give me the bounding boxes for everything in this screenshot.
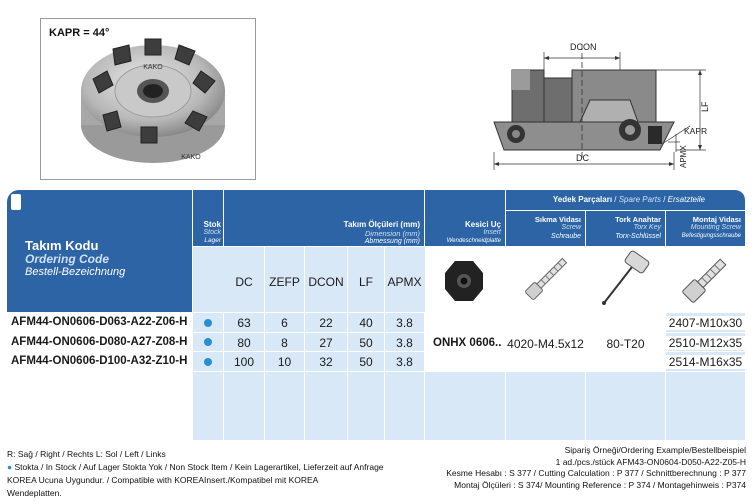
mounting-screw-header — [666, 211, 745, 246]
insert-code-cell — [425, 313, 505, 371]
screw-de: Schraube — [551, 233, 581, 240]
row-zefp: 8 — [281, 336, 288, 350]
product-photo-frame — [40, 18, 256, 180]
insert-code: ONHX 0606.. — [433, 337, 502, 349]
spare-tr: Yedek Parçaları — [552, 195, 613, 204]
tab-marker — [11, 194, 21, 210]
col-dc: DC — [235, 275, 253, 289]
screw-code: 4020-M4.5x12 — [507, 337, 584, 351]
dcon-label: DCON — [570, 42, 597, 52]
order-code-en: Ordering Code — [25, 252, 110, 266]
stock-header — [193, 190, 223, 246]
row-lf: 50 — [359, 355, 373, 369]
cutting-calc: Kesme Hesabı : S 377 / Cutting Calculation : P 377 / Schnittberechnung : P 377 — [446, 468, 746, 478]
kapr-label: KAPR = 44° — [49, 27, 110, 39]
spare-parts-header — [506, 190, 745, 210]
spare-parts-title: Yedek Parçaları / Spare Parts / Ersatzteile — [552, 195, 705, 204]
mounting-screw-icon — [666, 247, 745, 312]
cutter-drawing — [480, 30, 720, 180]
row-zefp: 6 — [281, 316, 288, 330]
stock-de: Lager — [204, 237, 221, 244]
in-stock-legend-icon: ● — [7, 462, 13, 472]
row-mount: 2407-M10x30 — [666, 316, 745, 330]
dim-en: Dimension (mm) — [364, 229, 420, 238]
key-en: Torx Key — [633, 224, 661, 231]
in-stock-dot — [204, 338, 212, 346]
dim-de: Abmessung (mm) — [364, 238, 420, 245]
apmx-label: APMX — [679, 145, 688, 168]
lf-label: LF — [700, 101, 710, 112]
footer-line2: ● Stokta / In Stock / Auf Lager Stokta Yok / Non Stock Item / Kein Lagerartikel, Lieferzeit auf Anfrage — [7, 462, 384, 472]
example-line: 1 ad./pcs./stück AFM43-ON0604-D050-A22-Z05-H — [555, 456, 746, 467]
screw-en: Screw — [561, 224, 581, 231]
row-apmx: 3.8 — [396, 355, 413, 369]
ordering-code-header — [7, 190, 192, 312]
row-dcon: 32 — [319, 355, 333, 369]
in-stock-dot — [204, 358, 212, 366]
insert-de: Wendeschneidplatte — [446, 238, 501, 244]
row-dc: 100 — [233, 355, 255, 369]
row-apmx: 3.8 — [396, 316, 413, 330]
order-code-de: Bestell-Bezeichnung — [25, 266, 126, 278]
mscrew-en: Mounting Screw — [690, 224, 741, 231]
key-tr: Tork Anahtar — [615, 215, 661, 224]
col-dcon: DCON — [308, 275, 344, 289]
row-lf: 50 — [359, 336, 373, 350]
screw-tr: Sıkma Vidası — [534, 215, 581, 224]
dim-tr: Takım Ölçüleri (mm) — [343, 220, 420, 229]
row-dc: 63 — [237, 316, 251, 330]
screw-image-cell — [506, 247, 585, 312]
footer-notes — [7, 448, 384, 500]
dc-label: DC — [576, 153, 589, 163]
insert-tr: Kesici Uç — [464, 220, 501, 229]
row-lf: 40 — [359, 316, 373, 330]
mscrew-tr: Montaj Vidası — [692, 215, 741, 224]
example-title: Sipariş Örneği/Ordering Example/Bestellbeispiel — [564, 445, 746, 455]
clamp-screw-icon — [506, 247, 585, 312]
row-zefp: 10 — [277, 355, 292, 369]
mounting-screw-image-cell — [666, 247, 745, 312]
screw-header — [506, 211, 585, 246]
in-stock-dot — [204, 319, 212, 327]
kapr-dim-label: KAPR — [684, 126, 708, 136]
milling-cutter-photo — [41, 19, 255, 179]
footer-line1: R: Sağ / Right / Rechts L: Sol / Left / Links — [7, 449, 166, 459]
screw-code-cell — [506, 313, 585, 371]
col-lf: LF — [358, 275, 373, 289]
row-mount: 2510-M12x35 — [666, 336, 745, 350]
row-dc: 80 — [237, 336, 251, 350]
torx-key-icon — [586, 247, 665, 312]
insert-header — [425, 190, 505, 246]
ordering-example — [446, 445, 746, 491]
mscrew-de: Befestigungsschraube — [681, 233, 741, 239]
key-code: 80-T20 — [606, 337, 645, 351]
footer-line3: KOREA Ucuna Uygundur. / Compatible with KOREAInsert./Kompatibel mit KOREA — [7, 475, 319, 485]
dimension-header — [224, 190, 424, 246]
torx-key-image-cell — [586, 247, 665, 312]
insert-icon — [425, 247, 505, 312]
row-code: AFM44-ON0606-D100-A32-Z10-H — [11, 355, 188, 367]
col-apmx: APMX — [387, 275, 422, 289]
row-code: AFM44-ON0606-D080-A27-Z08-H — [11, 336, 188, 348]
stock-en: Stock — [203, 229, 221, 236]
row-dcon: 22 — [319, 316, 333, 330]
key-code-cell — [586, 313, 665, 371]
row-mount: 2514-M16x35 — [666, 355, 745, 369]
order-code-tr: Takım Kodu — [25, 238, 99, 253]
footer-line4: Wendeplatten. — [7, 488, 62, 498]
product-table — [7, 186, 745, 440]
key-header — [586, 211, 665, 246]
spare-en: Spare Parts — [618, 195, 661, 204]
spare-de: Ersatzteile — [667, 195, 705, 204]
insert-image-cell — [425, 247, 505, 312]
insert-en: Insert — [483, 229, 501, 236]
key-de: Torx-Schlüssel — [615, 233, 661, 240]
mounting-ref: Montaj Ölçüleri : S 374/ Mounting Reference : P 374 / Montagehinweis : P374 — [454, 479, 746, 490]
brand-mark-bottom: KAKO — [181, 154, 201, 161]
row-apmx: 3.8 — [396, 336, 413, 350]
row-dcon: 27 — [319, 336, 333, 350]
brand-mark-top: KAKO — [143, 64, 163, 71]
stock-tr: Stok — [203, 220, 221, 229]
col-zefp: ZEFP — [269, 275, 300, 289]
row-code: AFM44-ON0606-D063-A22-Z06-H — [11, 316, 188, 328]
